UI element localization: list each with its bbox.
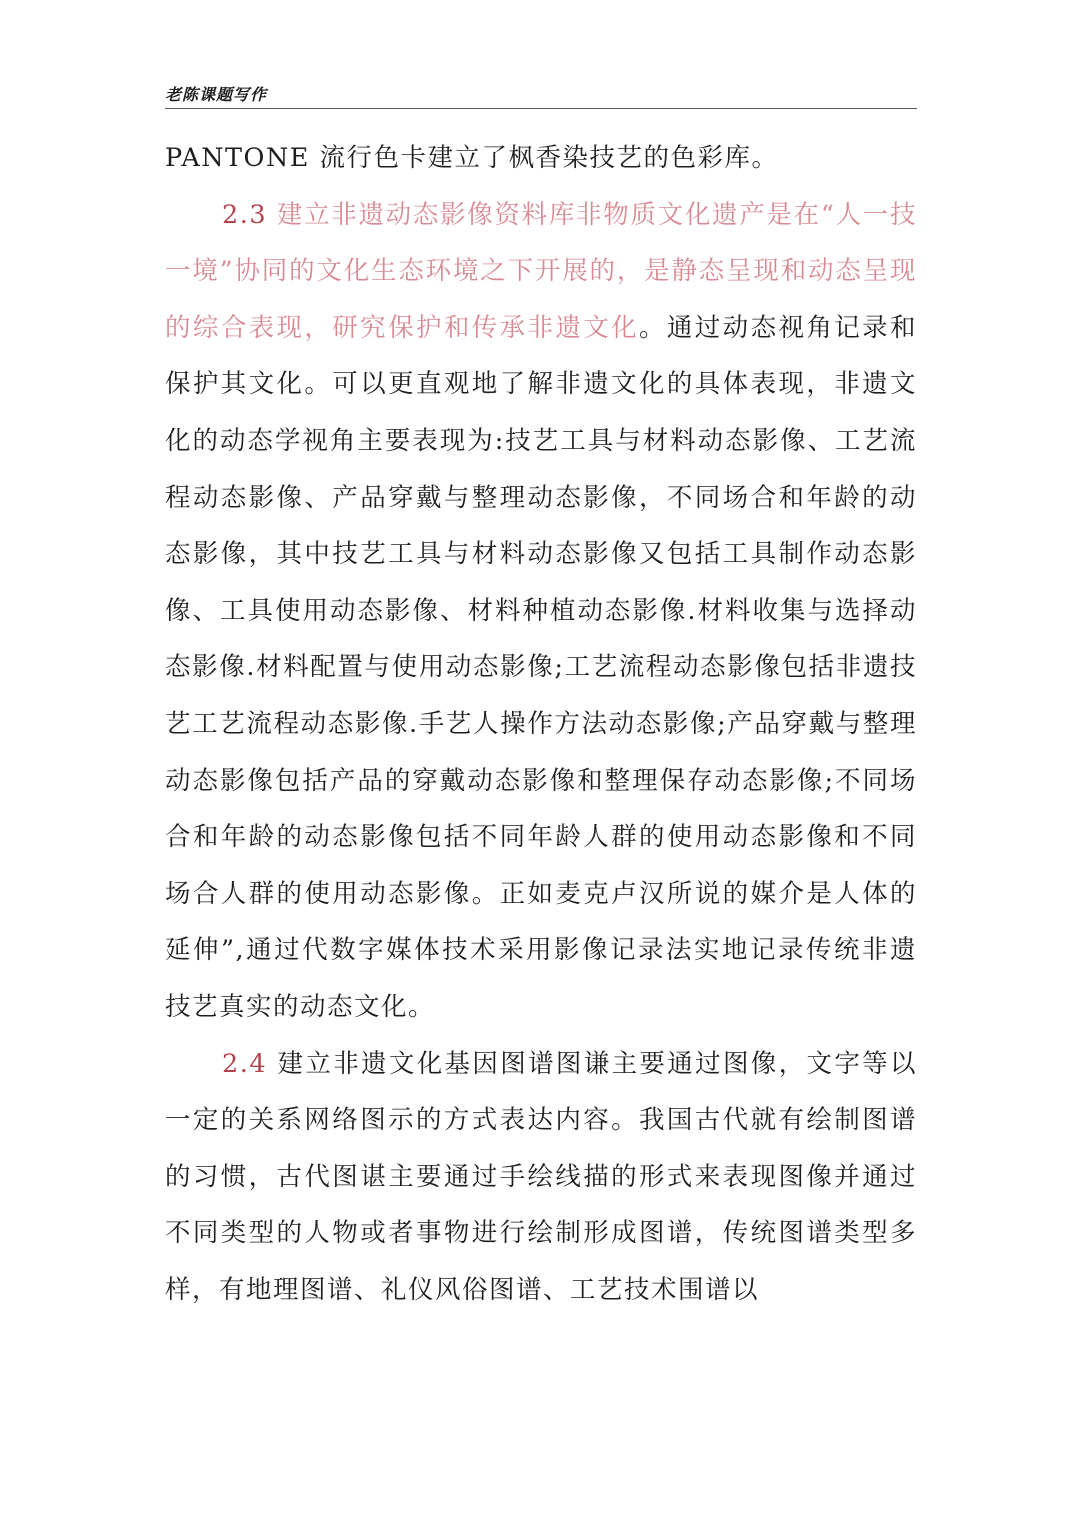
page-header [165,78,917,109]
paragraph-1: PANTONE 流行色卡建立了枫香染技艺的色彩库。 [165,143,779,173]
section-heading-2-3: 建立非遗动态影像资料库非物质文化遗产是在“人一技一境”协同的文化生态环境之下开展的，是静态呈现和动态呈现的综合表现，研究保护和传承非遗文化 [165,199,917,343]
section-number-2-4: 2.4 [222,1048,268,1079]
section-number-2-3: 2.3 [222,199,268,230]
paragraph-2-3 [165,187,917,1036]
section-body-2-3: 。通过动态视角记录和保护其文化。可以更直观地了解非遗文化的具体表现，非遗文化的动态学视角主要表现为:技艺工具与材料动态影像、工艺流程动态影像、产品穿戴与整理动态影像，不同场合和年龄的动态影像，其中技艺工具与材料动态影像又包括工具制作动态影像、工具使用动态影像、材料种植动态影像.材料收集与选择动态影像.材料配置与使用动态影像;工艺流程动态影像包括非遗技艺工艺流程动态影像.手艺人操作方法动态影像;产品穿戴与整理动态影像包括产品的穿戴动态影像和整理保存动态影像;不同场合和年龄的动态影像包括不同年龄人群的使用动态影像和不同场合人群的使用动态影像。正如麦克卢汉所说的媒介是人体的延伸”,通过代数字媒体技术采用影像记录法实地记录传统非遗技艺真实的动态文化。 [165,312,917,1022]
body-text [165,130,917,1318]
header-title: 老陈课题写作 [165,85,268,104]
paragraph-2-4 [165,1036,917,1319]
section-body-2-4: 建立非遗文化基因图谱图谦主要通过图像，文字等以一定的关系网络图示的方式表达内容。我国古代就有绘制图谱的习惯，古代图谌主要通过手绘线描的形式来表现图像并通过不同类型的人物或者事物进行绘制形成图谱，传统图谱类型多样，有地理图谱、礼仪风俗图谱、工艺技术围谱以 [165,1048,917,1305]
